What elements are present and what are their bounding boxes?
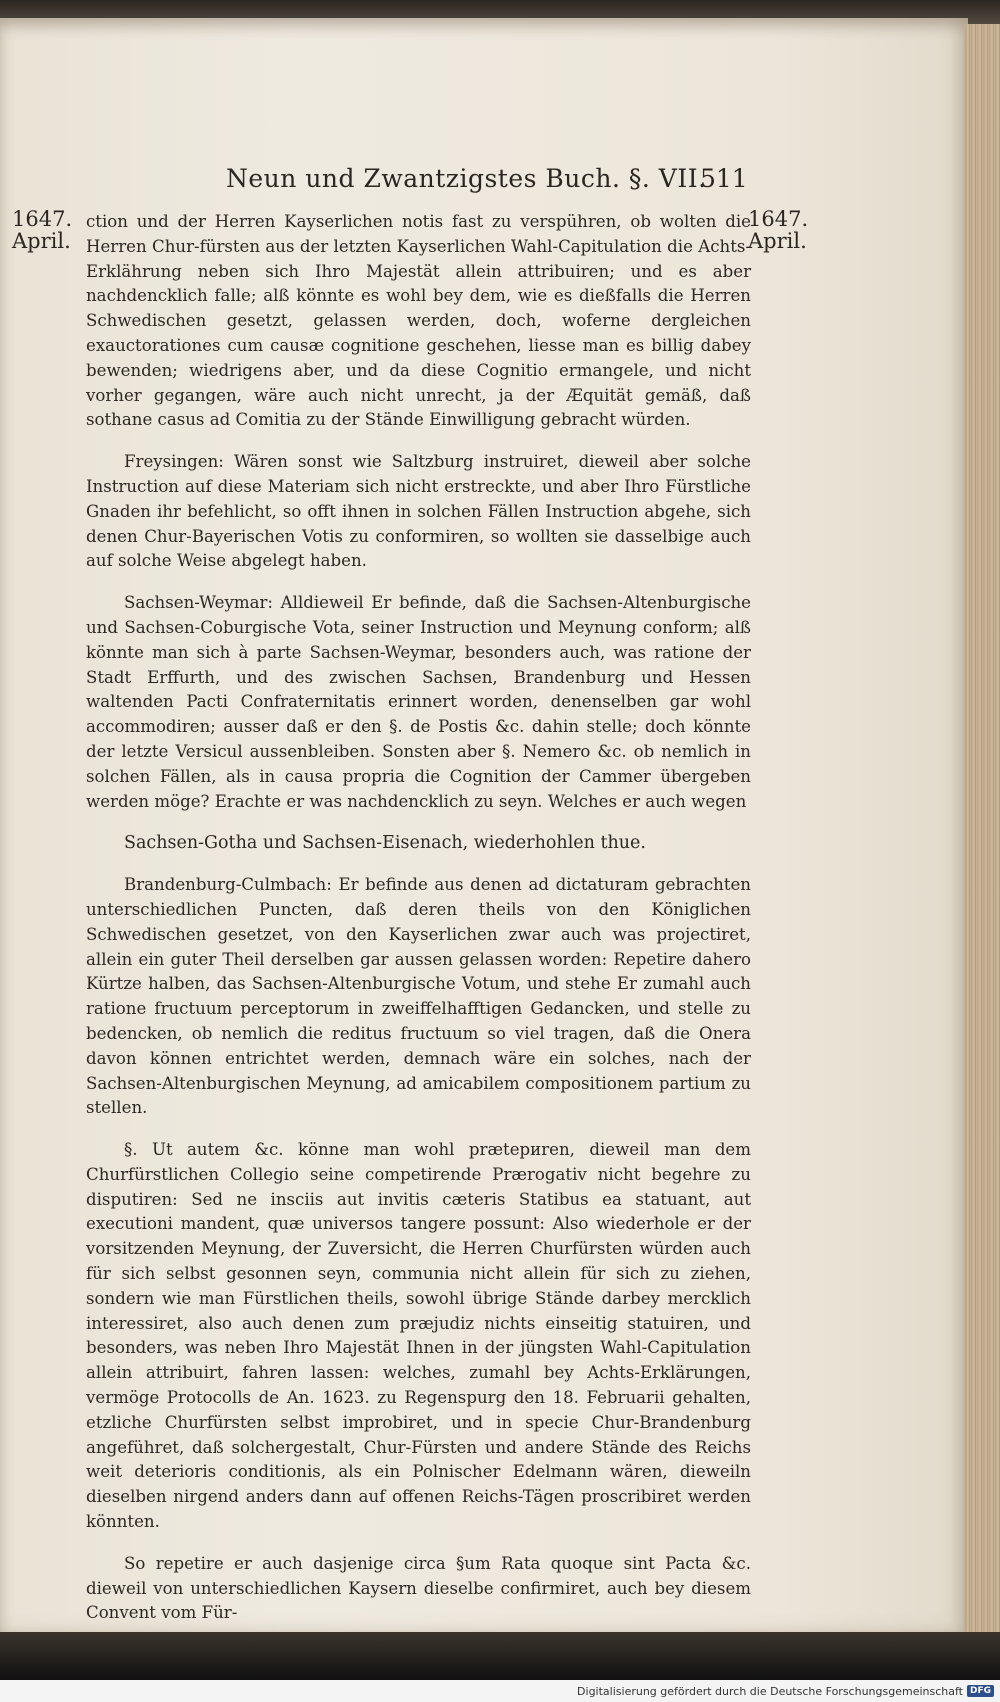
paragraph: Brandenburg-Culmbach: Er befinde aus denen ad dictaturam gebrachten unterschiedlichen Puncten, daß deren theils von den Königlichen Schwedischen gesetzet, von den Kayserlichen zwar auch was projectiret, allein ein guter Theil derselben gar aussen gelassen worden: Repetire dahero Kürtze halben, das Sachsen-Altenburgische Votum, und stehe Er zumahl auch ratione fructuum perceptorum in zweiffelhafftigen Gedancken, und stelle zu bedencken, ob nemlich die reditus fructuum so viel tragen, daß die Onera davon können entrichtet werden, demnach wäre ein solches, nach der Sachsen-Altenburgischen Meynung, ad amicabilem compositionem partium zu stellen. <box>86 875 751 1118</box>
footer-bar <box>0 1680 1000 1702</box>
margin-month-right: April. <box>748 229 807 253</box>
running-head <box>0 164 968 204</box>
margin-year-left: 1647. <box>12 207 73 231</box>
body-text <box>86 210 751 1626</box>
paragraph: So repetire er auch dasjenige circa §um Rata quoque sint Pacta &c. dieweil von unterschiedlichen Kaysern dieselbe confirmiret, auch bey diesem Convent vom Für- <box>86 1553 751 1623</box>
footer-credit: Digitalisierung gefördert durch die Deutsche Forschungsgemeinschaft <box>577 1684 963 1698</box>
margin-note-left <box>12 208 72 252</box>
margin-month-left: April. <box>12 229 71 253</box>
book-bottom-edge <box>0 1632 1000 1680</box>
book-page-stack-edge <box>964 24 1000 1636</box>
margin-year-right: 1647. <box>748 207 809 231</box>
margin-note-right <box>748 208 808 252</box>
paragraph: ction und der Herren Kayserlichen notis fast zu verspühren, ob wolten die Herren Chur-fürsten aus der letzten Kayserlichen Wahl-Capitulation die Achts-Erklährung neben sich Ihro Majestät allein attribuiren; und es aber nachdencklich falle; alß könnte es wohl bey dem, wie es dießfalls die Herren Schwedischen gesetzt, gelassen werden, doch, woferne dergleichen exauctorationes cum causæ cognitione geschehen, liesse man es billig dabey bewenden; wiedrigens aber, und da diese Cognitio ermangele, und nicht vorher gegangen, wäre auch nicht unrecht, ja der Æquität gemäß, daß sothane casus ad Comitia zu der Stände Einwilligung gebracht würden. <box>86 212 751 430</box>
paragraph: Sachsen-Gotha und Sachsen-Eisenach, wiederhohlen thue. <box>124 833 646 854</box>
page-number: 511 <box>700 164 748 193</box>
paragraph: Sachsen-Weymar: Alldieweil Er befinde, daß die Sachsen-Altenburgische und Sachsen-Coburgische Vota, seiner Instruction und Meynung conform; alß könnte man sich à parte Sachsen-Weymar, besonders auch, was ratione der Stadt Erffurth, und des zwischen Sachsen, Brandenburg und Hessen waltenden Pacti Confraternitatis erinnert worden, denenselben gar wohl accommodiren; ausser daß er den §. de Postis &c. dahin stelle; doch könnte der letzte Versicul aussenbleiben. Sonsten aber §. Nemero &c. ob nemlich in solchen Fällen, als in causa propria die Cognition der Cammer übergeben werden möge? Erachte er was nachdencklich zu seyn. Welches er auch wegen <box>86 593 751 811</box>
running-title: Neun und Zwantzigstes Buch. §. VII. <box>226 164 707 193</box>
paragraph: Freysingen: Wären sonst wie Saltzburg instruiret, dieweil aber solche Instruction auf diese Materiam sich nicht erstreckte, und aber Ihro Fürstliche Gnaden ihr befehlicht, so offt ihnen in solchen Fällen Instruction abgehe, sich denen Chur-Bayerischen Votis zu conformiren, so wollten sie dasselbige auch auf solche Weise abgelegt haben. <box>86 452 751 571</box>
book-page <box>0 18 968 1633</box>
dfg-logo-icon: DFG <box>967 1685 994 1697</box>
paragraph: §. Ut autem &c. könne man wohl prætериren, dieweil man dem Churfürstlichen Collegio seine competirende Prærogativ nicht begehre zu disputiren: Sed ne insciis aut invitis cæteris Statibus ea statuant, aut executioni mandent, quæ universos tangere possunt: Also wiederhole er der vorsitzenden Meynung, der Zuversicht, die Herren Churfürsten würden auch für sich selbst gesonnen seyn, communia nicht allein für sich zu ziehen, sondern wie man Fürstlichen theils, sowohl übrige Stände darbey mercklich interessiret, also auch denen zum præjudiz nichts einseitig statuiren, und besonders, was neben Ihro Majestät Ihnen in der jüngsten Wahl-Capitulation allein attribuirt, fahren lassen: welches, zumahl bey Achts-Erklärungen, vermöge Protocolls de An. 1623. zu Regenspurg den 18. Februarii gehalten, etzliche Churfürsten selbst improbiret, und in specie Chur-Brandenburg angeführet, daß solchergestalt, Chur-Fürsten und andere Stände des Reichs weit deterioris conditionis, als ein Polnischer Edelmann wären, dieweiln dieselben nirgend anders dann auf offenen Reichs-Tägen proscribiret werden könnten. <box>86 1140 751 1532</box>
